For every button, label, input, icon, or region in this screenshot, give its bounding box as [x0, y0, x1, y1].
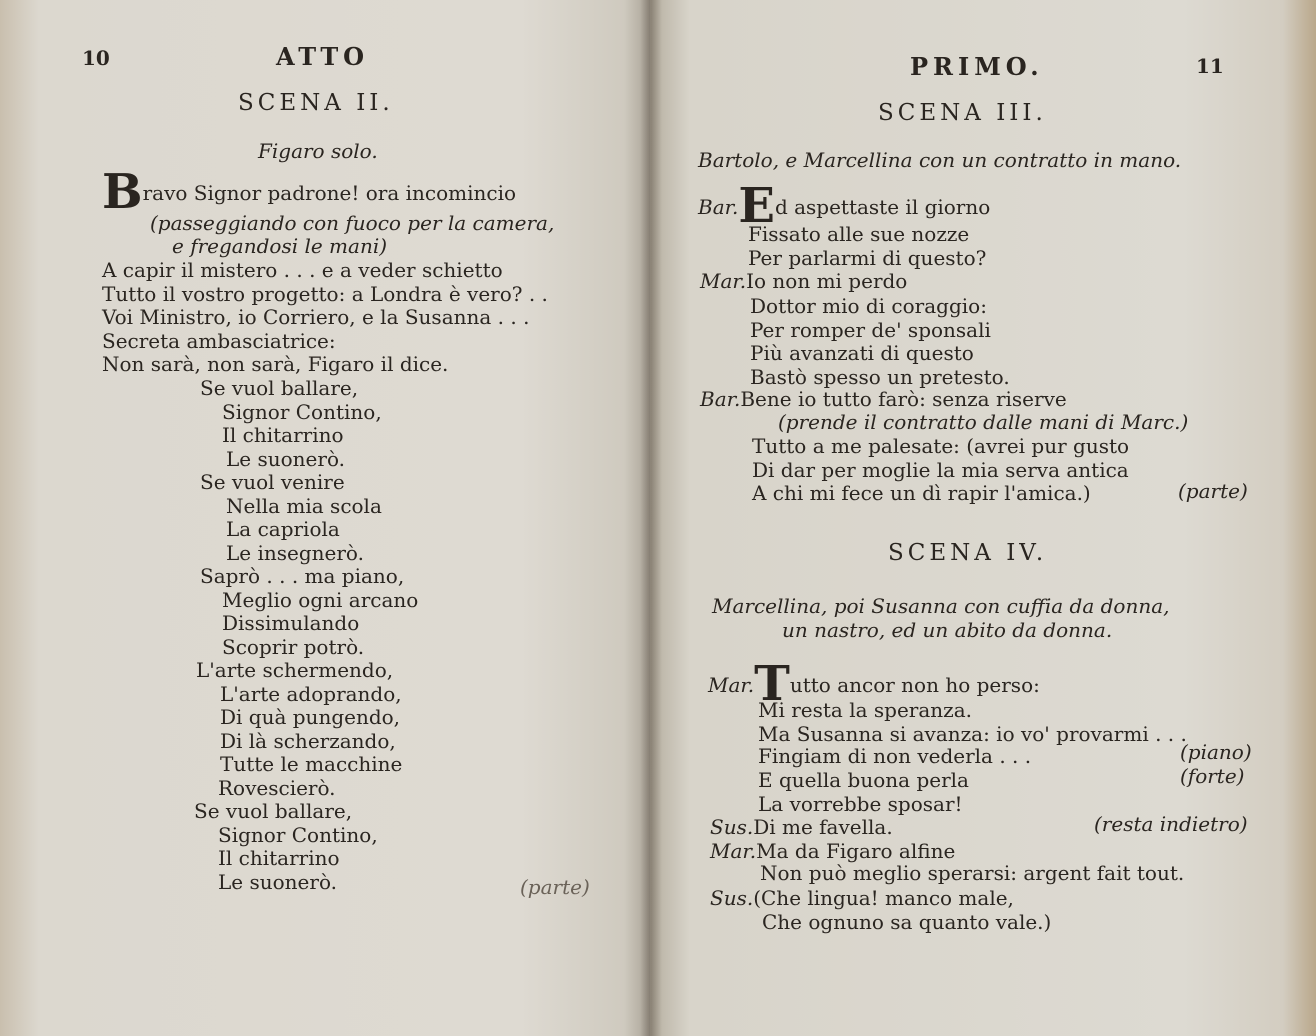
verse-text: Bene io tutto farò: senza riserve: [740, 387, 1067, 411]
page-number: 10: [82, 46, 110, 70]
verse-line: Se vuol ballare,: [194, 799, 353, 823]
drop-cap: T: [754, 656, 790, 712]
verse-block: [752, 434, 1129, 481]
drop-cap: E: [738, 178, 775, 234]
verse-line: Che ognuno sa quanto vale.): [762, 910, 1052, 934]
verse-line: Di quà pungendo,: [220, 705, 401, 729]
verse-line: [710, 816, 893, 840]
verse-line: La capriola: [226, 517, 340, 541]
opening-line-text: ravo Signor padrone! ora incomincio: [142, 181, 517, 205]
verse-line: Signor Contino,: [222, 399, 382, 424]
verse-line: La vorrebbe sposar!: [758, 792, 963, 816]
verse-line: [710, 840, 955, 864]
verse-line: Il chitarrino: [222, 423, 344, 447]
verse-line: Per romper de' sponsali: [750, 317, 991, 342]
stage-direction: Marcellina, poi Susanna con cuffia da donna,: [712, 594, 1170, 618]
verse-line: Fissato alle sue nozze: [748, 222, 970, 246]
stage-direction: (forte): [1180, 764, 1245, 788]
speaker-label: Sus.: [710, 815, 754, 839]
verse-line: Dottor mio di coraggio:: [750, 294, 987, 318]
stage-direction: e fregandosi le mani): [172, 234, 388, 258]
scene-title: SCENA III.: [878, 100, 1047, 126]
verse-line: Dissimulando: [222, 611, 360, 635]
verse-line: Tutto il vostro progetto: a Londra è vero? . .: [102, 281, 548, 306]
left-page: [0, 0, 650, 1036]
running-head: PRIMO.: [910, 52, 1044, 81]
verse-text: utto ancor non ho perso:: [789, 673, 1040, 697]
speaker-label: Mar.: [700, 269, 747, 293]
verse-line: Non sarà, non sarà, Figaro il dice.: [102, 352, 449, 376]
verse-line: Voi Ministro, io Corriero, e la Susanna . . .: [102, 305, 530, 329]
verse-text: Ma da Figaro alfine: [756, 839, 956, 863]
verse-line: Bastò spesso un pretesto.: [750, 364, 1010, 389]
verse-text: Di me favella.: [753, 815, 893, 839]
verse-line: Signor Contino,: [218, 822, 378, 847]
verse-line: Tutto a me palesate: (avrei pur gusto: [752, 434, 1130, 458]
drop-cap: B: [102, 164, 143, 220]
verse-text: d aspettaste il giorno: [774, 195, 991, 219]
recitative-block: [102, 258, 548, 376]
stage-direction: Bartolo, e Marcellina con un contratto in mano.: [698, 148, 1182, 172]
verse-line: A chi mi fece un dì rapir l'amica.): [752, 481, 1091, 505]
verse-line: Il chitarrino: [218, 846, 340, 870]
verse-line: Saprò . . . ma piano,: [200, 564, 405, 588]
verse-block: [748, 222, 986, 269]
speaker-label: Bar.: [698, 195, 739, 219]
book-gutter: [640, 0, 662, 1036]
verse-line: Tutte le macchine: [220, 752, 403, 776]
running-head: ATTO: [276, 42, 370, 71]
stage-direction: (prende il contratto dalle mani di Marc.): [778, 410, 1189, 434]
verse-line: Di dar per moglie la mia serva antica: [752, 457, 1129, 482]
speaker-label: Mar.: [708, 673, 755, 697]
right-page: [650, 0, 1316, 1036]
page-number: 11: [1196, 54, 1224, 78]
verse-line: A capir il mistero . . . e a veder schietto: [102, 258, 503, 282]
verse-line: Più avanzati di questo: [750, 341, 974, 365]
verse-line: Non può meglio sperarsi: argent fait tout.: [760, 861, 1185, 885]
verse-text: (Che lingua! manco male,: [753, 886, 1014, 910]
scene-title: SCENA II.: [238, 90, 394, 116]
verse-line: [700, 388, 1067, 412]
stage-direction: un nastro, ed un abito da donna.: [782, 618, 1113, 642]
verse-line: Se vuol ballare,: [200, 376, 359, 400]
verse-line: Nella mia scola: [226, 493, 382, 518]
verse-line: L'arte schermendo,: [196, 658, 394, 682]
verse-block: [758, 698, 1187, 745]
stage-direction: (resta indietro): [1094, 812, 1248, 836]
speaker-label: Bar.: [700, 387, 741, 411]
verse-line: [710, 887, 1014, 911]
verse-line: Di là scherzando,: [220, 728, 396, 753]
verse-line: E quella buona perla: [758, 768, 969, 792]
verse-block: [750, 294, 1010, 388]
verse-line: Se vuol venire: [200, 470, 345, 494]
verse-line: L'arte adoprando,: [220, 681, 402, 706]
verse-line: Secreta ambasciatrice:: [102, 328, 336, 353]
verse-line: Mi resta la speranza.: [758, 698, 972, 722]
exit-direction: (parte): [1178, 479, 1248, 503]
verse-line: [700, 270, 907, 294]
stage-direction: (passeggiando con fuoco per la camera,: [150, 211, 555, 235]
verse-line: Le insegnerò.: [226, 540, 364, 565]
verse-line: Rovescierò.: [218, 775, 336, 800]
verse-line: Per parlarmi di questo?: [748, 245, 987, 270]
verse-line: Le suonerò.: [218, 869, 337, 894]
opening-line: [102, 164, 517, 220]
speaker-label: Sus.: [710, 886, 754, 910]
stage-direction: (piano): [1180, 740, 1252, 764]
aria-block: [194, 376, 419, 894]
scene-title: SCENA IV.: [888, 540, 1048, 566]
stage-direction: Figaro solo.: [258, 139, 378, 163]
verse-line: Meglio ogni arcano: [222, 587, 419, 612]
verse-line: Scoprir potrò.: [222, 634, 365, 659]
verse-line: Le suonerò.: [226, 446, 345, 471]
exit-direction: (parte): [520, 875, 590, 899]
speaker-label: Mar.: [710, 839, 757, 863]
verse-line: Ma Susanna si avanza: io vo' provarmi . . .: [758, 721, 1187, 746]
verse-text: Io non mi perdo: [746, 269, 908, 293]
verse-line: Fingiam di non vederla . . .: [758, 744, 1032, 768]
